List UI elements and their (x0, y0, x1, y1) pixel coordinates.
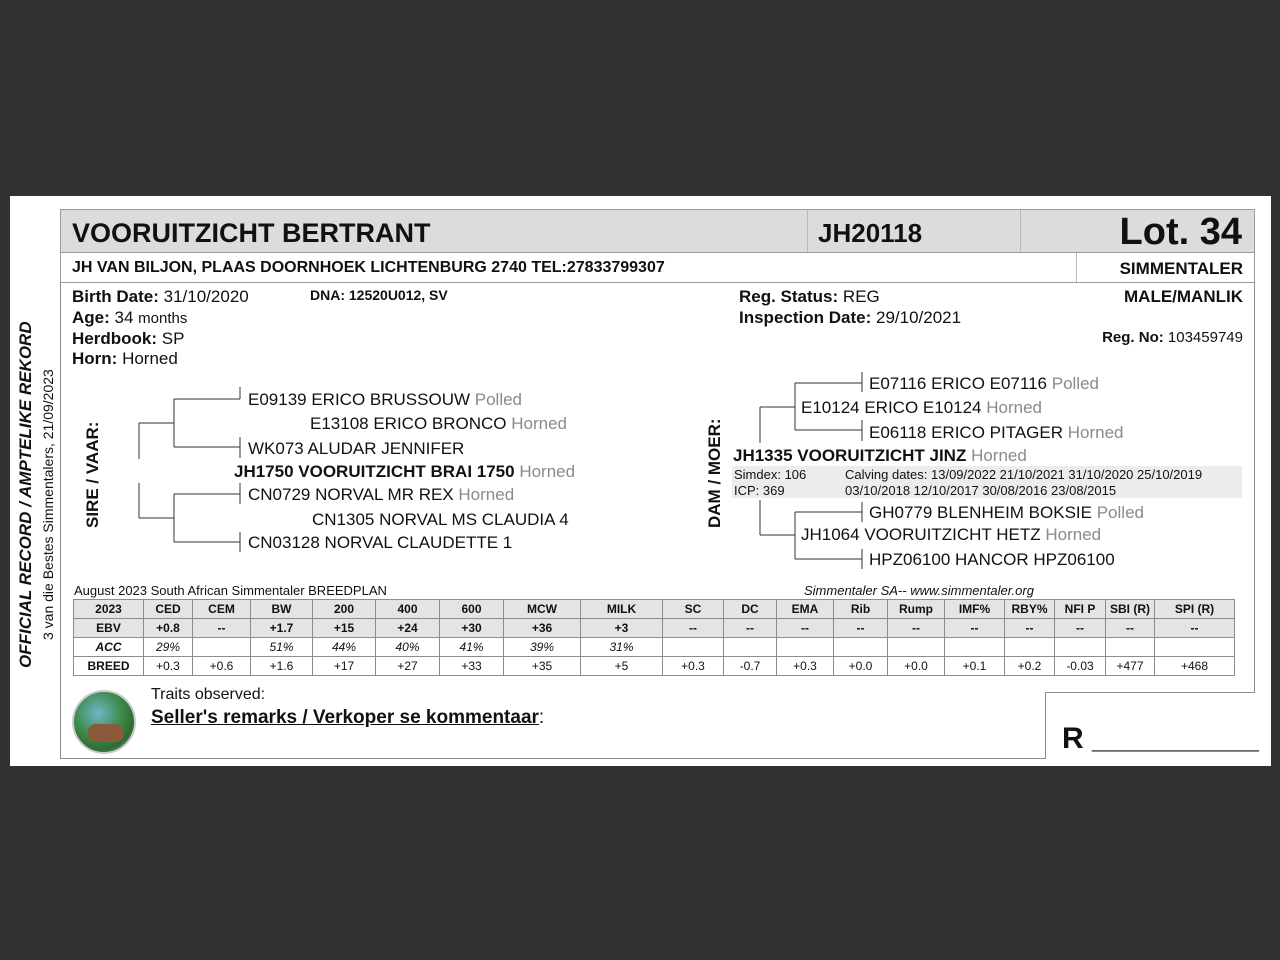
breedplan-cell: BREED (74, 657, 144, 676)
reg-status: Reg. Status: REG (739, 287, 880, 306)
breedplan-cell: SC (663, 600, 724, 619)
breedplan-cell: +1.6 (251, 657, 313, 676)
breedplan-cell: MILK (581, 600, 663, 619)
breedplan-cell (1055, 638, 1106, 657)
breedplan-cell (1106, 638, 1155, 657)
breedplan-cell: 29% (144, 638, 193, 657)
animal-id: JH20118 (818, 218, 923, 248)
breedplan-cell: +0.0 (888, 657, 945, 676)
breedplan-cell: SPI (R) (1155, 600, 1235, 619)
breedplan-cell: BW (251, 600, 313, 619)
breedplan-cell: 44% (313, 638, 376, 657)
breedplan-cell: +0.3 (663, 657, 724, 676)
breedplan-cell (834, 638, 888, 657)
sire-dam-dam: CN03128 NORVAL CLAUDETTE 1 (248, 533, 513, 552)
breedplan-cell: 400 (376, 600, 440, 619)
dam-name: JH1335 VOORUITZICHT JINZ Horned (733, 446, 1027, 465)
dam-label: DAM / MOER: (705, 418, 724, 528)
side-title: OFFICIAL RECORD / AMPTELIKE REKORD (16, 321, 35, 668)
age: Age: 34 months (72, 308, 188, 327)
horn-status: Horn: Horned (72, 349, 178, 368)
breedplan-cell: 600 (440, 600, 504, 619)
breedplan-cell: +3 (581, 619, 663, 638)
herdbook: Herdbook: SP (72, 329, 185, 348)
breedplan-cell (888, 638, 945, 657)
sire-dam-sire: CN0729 NORVAL MR REX Horned (248, 485, 515, 504)
breedplan-website: Simmentaler SA-- www.simmentaler.org (804, 583, 1034, 598)
breedplan-cell: +477 (1106, 657, 1155, 676)
breedplan-cell: 40% (376, 638, 440, 657)
sire-label: SIRE / VAAR: (83, 421, 102, 528)
breedplan-cell: CEM (193, 600, 251, 619)
breedplan-cell: EMA (777, 600, 834, 619)
breedplan-table (73, 599, 1235, 676)
dna-info: DNA: 12520U012, SV (310, 287, 448, 303)
breedplan-cell (193, 638, 251, 657)
breedplan-cell: 39% (504, 638, 581, 657)
breedplan-cell: 200 (313, 600, 376, 619)
traits-observed: Traits observed: (151, 686, 266, 703)
breedplan-cell: +35 (504, 657, 581, 676)
breedplan-cell: +5 (581, 657, 663, 676)
breedplan-cell: +0.3 (144, 657, 193, 676)
dam-sire-dam: E06118 ERICO PITAGER Horned (869, 423, 1124, 442)
breedplan-cell: -- (777, 619, 834, 638)
simmentaler-logo-icon (72, 690, 136, 754)
breedplan-cell: -0.7 (724, 657, 777, 676)
breedplan-cell: CED (144, 600, 193, 619)
breedplan-cell: +33 (440, 657, 504, 676)
breedplan-cell: -- (724, 619, 777, 638)
breedplan-cell: -- (1155, 619, 1235, 638)
sire-sire-dam: WK073 ALUDAR JENNIFER (248, 439, 465, 458)
breedplan-cell: DC (724, 600, 777, 619)
breedplan-cell: -- (1106, 619, 1155, 638)
dam-dam: JH1064 VOORUITZICHT HETZ Horned (801, 525, 1102, 544)
breedplan-cell (663, 638, 724, 657)
breedplan-cell: -- (193, 619, 251, 638)
dam-icp: ICP: 369 (734, 483, 785, 498)
dam-calving-dates: Calving dates: 13/09/2022 21/10/2021 31/10/2020 25/10/2019 (845, 467, 1203, 482)
reg-number: Reg. No: 103459749 (1102, 329, 1243, 346)
breedplan-cell (777, 638, 834, 657)
breedplan-cell (945, 638, 1005, 657)
breedplan-cell: -- (1055, 619, 1106, 638)
breedplan-cell: +0.3 (777, 657, 834, 676)
breedplan-cell: +15 (313, 619, 376, 638)
breedplan-cell: Rump (888, 600, 945, 619)
dam-simdex: Simdex: 106 (734, 467, 807, 482)
sex: MALE/MANLIK (1124, 287, 1243, 306)
breedplan-cell: RBY% (1005, 600, 1055, 619)
breedplan-cell: +468 (1155, 657, 1235, 676)
breedplan-breed-row (74, 657, 1235, 676)
sire-name: JH1750 VOORUITZICHT BRAI 1750 Horned (234, 462, 576, 481)
breedplan-ebv-row (74, 619, 1235, 638)
breedplan-cell: MCW (504, 600, 581, 619)
breedplan-cell (1005, 638, 1055, 657)
breedplan-cell: -- (888, 619, 945, 638)
breedplan-cell: +0.6 (193, 657, 251, 676)
breedplan-cell (1155, 638, 1235, 657)
breedplan-cell: +1.7 (251, 619, 313, 638)
breed-name: SIMMENTALER (1119, 259, 1243, 278)
breedplan-cell: +17 (313, 657, 376, 676)
breedplan-header-row (74, 600, 1235, 619)
breedplan-cell: -- (945, 619, 1005, 638)
sire-dam: CN1305 NORVAL MS CLAUDIA 4 (312, 510, 569, 529)
sellers-remarks: Seller's remarks / Verkoper se kommentaar: (151, 707, 545, 728)
breedplan-cell: 41% (440, 638, 504, 657)
breedplan-cell: -- (663, 619, 724, 638)
breedplan-cell: EBV (74, 619, 144, 638)
breedplan-cell: 51% (251, 638, 313, 657)
breedplan-caption: August 2023 South African Simmentaler BREEDPLAN (74, 583, 387, 598)
breedplan-cell: +0.0 (834, 657, 888, 676)
birth-date: Birth Date: 31/10/2020 (72, 287, 249, 306)
breedplan-cell: Rib (834, 600, 888, 619)
animal-name: VOORUITZICHT BERTRANT (72, 218, 431, 248)
breedplan-cell: SBI (R) (1106, 600, 1155, 619)
breedplan-cell: 2023 (74, 600, 144, 619)
breedplan-cell: NFI P (1055, 600, 1106, 619)
breedplan-cell: -- (834, 619, 888, 638)
breedplan-acc-row (74, 638, 1235, 657)
breedplan-cell: +36 (504, 619, 581, 638)
breedplan-cell: +0.1 (945, 657, 1005, 676)
breedplan-cell: +27 (376, 657, 440, 676)
breedplan-cell: IMF% (945, 600, 1005, 619)
dam-dam-dam: HPZ06100 HANCOR HPZ06100 (869, 550, 1115, 569)
breedplan-cell: ACC (74, 638, 144, 657)
breedplan-cell: +0.2 (1005, 657, 1055, 676)
inspection-date: Inspection Date: 29/10/2021 (739, 308, 962, 327)
breedplan-cell (724, 638, 777, 657)
dam-sire-sire: E07116 ERICO E07116 Polled (869, 374, 1099, 393)
lot-number: Lot. 34 (1119, 211, 1242, 253)
sire-sire: E13108 ERICO BRONCO Horned (310, 414, 568, 433)
breedplan-cell: 31% (581, 638, 663, 657)
side-subtitle: 3 van die Bestes Simmentalers, 21/09/2023 (40, 369, 56, 640)
dam-dam-sire: GH0779 BLENHEIM BOKSIE Polled (869, 503, 1144, 522)
dam-sire: E10124 ERICO E10124 Horned (801, 398, 1043, 417)
breedplan-cell: -0.03 (1055, 657, 1106, 676)
sire-sire-sire: E09139 ERICO BRUSSOUW Polled (248, 390, 523, 409)
dam-calving-dates-cont: 03/10/2018 12/10/2017 30/08/2016 23/08/2015 (845, 483, 1117, 498)
breedplan-cell: +30 (440, 619, 504, 638)
breedplan-cell: -- (1005, 619, 1055, 638)
breeder-details: JH VAN BILJON, PLAAS DOORNHOEK LICHTENBURG 2740 TEL:27833799307 (72, 259, 665, 276)
breedplan-cell: +24 (376, 619, 440, 638)
price-field[interactable]: R __________ (1062, 722, 1259, 755)
breedplan-cell: +0.8 (144, 619, 193, 638)
